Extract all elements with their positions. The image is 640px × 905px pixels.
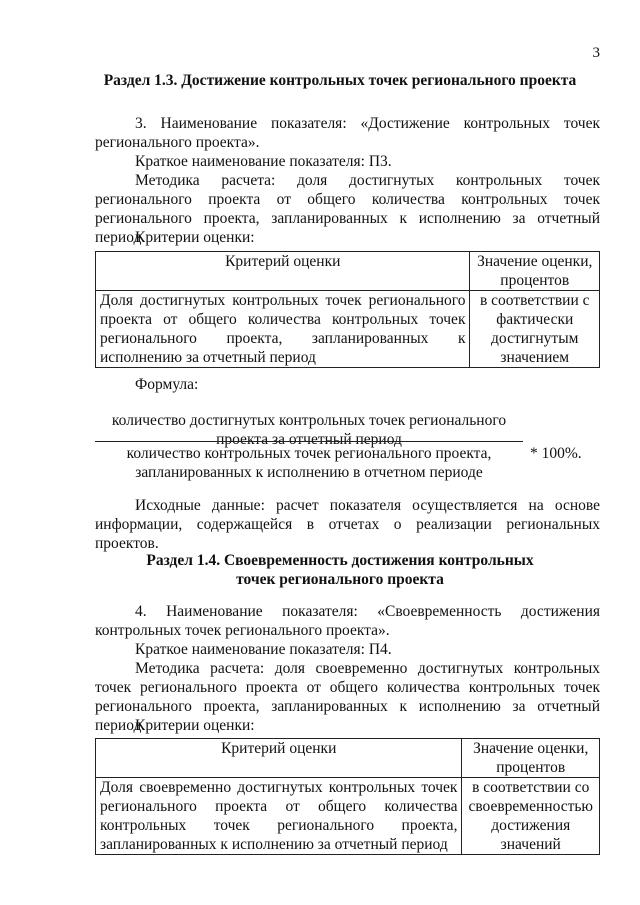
header-criterion: Критерий оценки (96, 739, 462, 778)
section-1-3-method: Методика расчета: доля достигнутых контрольных точек регионального проекта от общего количества контрольных точек регионального проекта, запланированных к исполнению за отчетный период. (95, 172, 600, 246)
section-1-4-short-name: Краткое наименование показателя: П4. (135, 641, 392, 658)
row-criterion: Доля своевременно достигнутых контрольных точек регионального проекта от общего количества контрольных точек регионального проекта, запланированных к исполнению за отчетный период (96, 778, 462, 855)
section-1-3-criteria-label: Критерии оценки: (135, 229, 255, 246)
fraction-line (95, 441, 523, 442)
section-1-4-criteria-table (95, 738, 600, 855)
table-header-row (96, 252, 600, 291)
section-1-4-criteria-label: Критерии оценки: (135, 717, 255, 734)
row-criterion: Доля достигнутых контрольных точек регионального проекта от общего количества контрольных точек регионального проекта, запланированных к исполнению за отчетный период (96, 291, 470, 368)
section-1-3-title: Раздел 1.3. Достижение контрольных точек регионального проекта (103, 72, 577, 89)
page-number: 3 (592, 45, 600, 61)
formula-label: Формула: (135, 376, 199, 393)
row-value: в соответствии со своевременностью достижения значений (462, 778, 600, 855)
section-1-3-short-name: Краткое наименование показателя: П3. (135, 153, 392, 170)
table-header-row (96, 739, 600, 778)
formula-numerator: количество достигнутых контрольных точек регионального проекта за отчетный период (111, 412, 507, 448)
section-1-3-source: Исходные данные: расчет показателя осуществляется на основе информации, содержащейся в отчетах о реализации региональных проектов. (95, 497, 600, 552)
section-1-3-indicator-name: 3. Наименование показателя: «Достижение контрольных точек регионального проекта». (95, 115, 600, 151)
row-value: в соответствии с фактически достигнутым значением (470, 291, 600, 368)
section-1-4-method: Методика расчета: доля своевременно достигнутых контрольных точек регионального проекта от общего количества контрольных точек регионального проекта, запланированных к исполнению за отчетный период. (95, 660, 600, 734)
table-row (96, 291, 600, 368)
header-criterion: Критерий оценки (96, 252, 470, 291)
formula-denominator: количество контрольных точек регионального проекта, запланированных к исполнению в отчетном периоде (126, 445, 492, 481)
header-value: Значение оценки, процентов (462, 739, 600, 778)
formula-multiplier: * 100%. (530, 445, 582, 462)
header-value: Значение оценки, процентов (470, 252, 600, 291)
section-1-3-criteria-table (95, 251, 600, 368)
section-1-4-indicator-name: 4. Наименование показателя: «Своевременность достижения контрольных точек регионального проекта». (95, 603, 600, 639)
table-row (96, 778, 600, 855)
section-1-4-title: Раздел 1.4. Своевременность достижения контрольных точек регионального проекта (146, 552, 534, 588)
